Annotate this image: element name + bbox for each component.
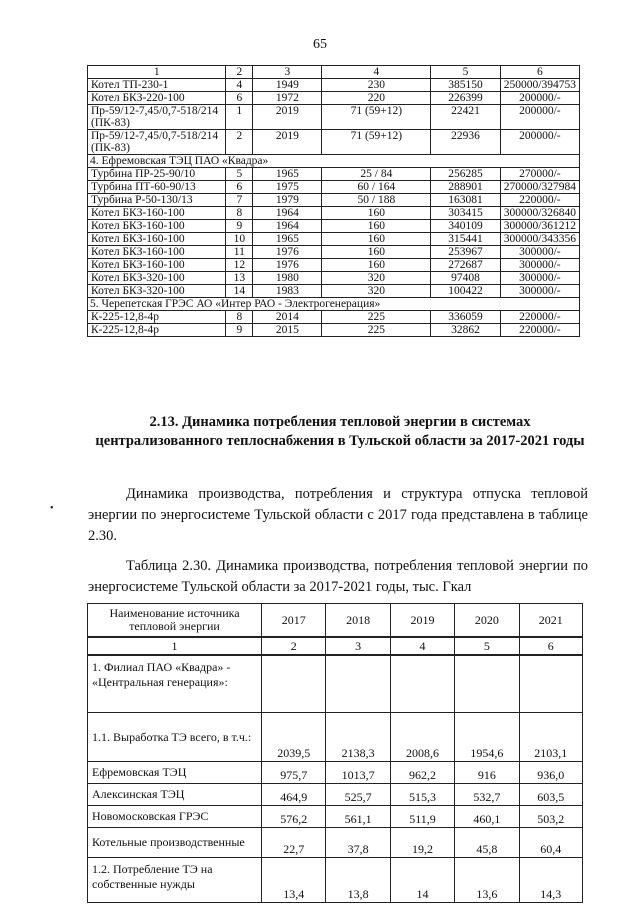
table-row [88, 168, 580, 181]
table-cell: 200000/- [500, 105, 579, 130]
table-cell: 300000/- [500, 285, 579, 298]
table-cell [519, 655, 582, 713]
margin-dot: • [50, 503, 54, 514]
table-cell: 13,8 [326, 858, 390, 903]
table-cell: 2138,3 [326, 713, 390, 762]
table-cell: 300000/361212 [500, 220, 579, 233]
table-row [88, 285, 580, 298]
column-number: 2 [226, 66, 253, 79]
column-header: 2019 [390, 604, 454, 638]
table-cell: 303415 [431, 207, 500, 220]
table-cell: 1965 [253, 233, 322, 246]
table-cell: Котел БКЗ-220-100 [88, 92, 226, 105]
table-cell [455, 655, 519, 713]
table-cell: 1964 [253, 220, 322, 233]
table-cell: 2014 [253, 311, 322, 324]
table-cell: Турбина Р-50-130/13 [88, 194, 226, 207]
table-cell: 163081 [431, 194, 500, 207]
table-cell: 464,9 [262, 784, 326, 806]
table-cell: 160 [322, 259, 431, 272]
table-cell: 288901 [431, 181, 500, 194]
table-cell: 22,7 [262, 828, 326, 858]
table-cell: 315441 [431, 233, 500, 246]
table-cell: 2019 [253, 130, 322, 155]
column-header: Наименование источника тепловой энергии [88, 604, 262, 638]
table-cell: 225 [322, 311, 431, 324]
table-row [88, 220, 580, 233]
table-cell: 5 [226, 168, 253, 181]
table-cell: 2008,6 [390, 713, 454, 762]
table-cell: 1954,6 [455, 713, 519, 762]
table-cell: 2103,1 [519, 713, 582, 762]
table-cell: 336059 [431, 311, 500, 324]
table-row [88, 246, 580, 259]
table-cell: 385150 [431, 79, 500, 92]
row-label: Алексинская ТЭЦ [88, 784, 262, 806]
table-cell: 37,8 [326, 828, 390, 858]
table-cell: 1979 [253, 194, 322, 207]
table-row [88, 272, 580, 285]
table-cell: 45,8 [455, 828, 519, 858]
table-cell: 13,6 [455, 858, 519, 903]
table-cell: 320 [322, 272, 431, 285]
table-cell: 22421 [431, 105, 500, 130]
table-cell: 14,3 [519, 858, 582, 903]
table-row [88, 324, 580, 337]
table-cell: 25 / 84 [322, 168, 431, 181]
table-row [88, 233, 580, 246]
table-caption: Таблица 2.30. Динамика производства, потребления тепловой энергии по энергосистеме Тульской области за 2017-2021 годы, тыс. Гкал [88, 558, 588, 595]
table-row [88, 194, 580, 207]
table-cell: 936,0 [519, 762, 582, 784]
table-row [88, 79, 580, 92]
table-cell: 11 [226, 246, 253, 259]
table-cell: 272687 [431, 259, 500, 272]
table-cell: 525,7 [326, 784, 390, 806]
table-cell: Котел БКЗ-160-100 [88, 233, 226, 246]
body-paragraph: Динамика производства, потребления и структура отпуска тепловой энергии по энергосистеме Тульской области с 2017 года представлена в таблице 2.30. [88, 486, 588, 544]
equipment-table [87, 65, 580, 337]
table-cell: Котел БКЗ-320-100 [88, 272, 226, 285]
column-number: 4 [390, 637, 454, 655]
column-header: 2018 [326, 604, 390, 638]
table-cell: 225 [322, 324, 431, 337]
table-cell: 2 [226, 130, 253, 155]
table-cell: 71 (59+12) [322, 130, 431, 155]
table-cell [326, 655, 390, 713]
table-cell: 14 [390, 858, 454, 903]
table-cell: 160 [322, 220, 431, 233]
table-cell: 220 [322, 92, 431, 105]
column-number: 6 [500, 66, 579, 79]
table-cell: Котел БКЗ-160-100 [88, 207, 226, 220]
table-cell: 253967 [431, 246, 500, 259]
table-cell: 975,7 [262, 762, 326, 784]
table-row [88, 92, 580, 105]
table-cell: К-225-12,8-4р [88, 324, 226, 337]
table-cell: 2039,5 [262, 713, 326, 762]
table-cell: 60,4 [519, 828, 582, 858]
table-cell: 100422 [431, 285, 500, 298]
column-number: 2 [262, 637, 326, 655]
column-number: 5 [455, 637, 519, 655]
table-row [88, 259, 580, 272]
table-cell: 962,2 [390, 762, 454, 784]
table-cell: 226399 [431, 92, 500, 105]
row-label: 1.2. Потребление ТЭ на собственные нужды [88, 858, 262, 903]
table-cell: 220000/- [500, 194, 579, 207]
table-cell: 1964 [253, 207, 322, 220]
table-cell: 576,2 [262, 806, 326, 828]
table-cell: 230 [322, 79, 431, 92]
table-cell: 97408 [431, 272, 500, 285]
table-cell: 7 [226, 194, 253, 207]
table-cell: 1983 [253, 285, 322, 298]
column-header: 2017 [262, 604, 326, 638]
table-cell: 1 [226, 105, 253, 130]
table-cell: 1965 [253, 168, 322, 181]
column-number: 3 [326, 637, 390, 655]
section-row [88, 155, 580, 168]
table-cell: 9 [226, 220, 253, 233]
table-cell: 2015 [253, 324, 322, 337]
table-row [88, 311, 580, 324]
row-label: 1.1. Выработка ТЭ всего, в т.ч.: [88, 713, 262, 762]
dynamics-table [87, 603, 583, 903]
table-cell [262, 655, 326, 713]
table-cell: 22936 [431, 130, 500, 155]
table-cell: Котел БКЗ-160-100 [88, 259, 226, 272]
column-number: 5 [431, 66, 500, 79]
table-cell: 256285 [431, 168, 500, 181]
table-cell: 14 [226, 285, 253, 298]
table-cell: 320 [322, 285, 431, 298]
row-label: Котельные производственные [88, 828, 262, 858]
column-number: 1 [88, 66, 226, 79]
section-heading: 2.13. Динамика потребления тепловой энергии в системах централизованного теплоснабжения в Тульской области за 2017-2021 годы [95, 414, 585, 449]
table-cell: 200000/- [500, 130, 579, 155]
table-cell: 8 [226, 207, 253, 220]
table-cell: 460,1 [455, 806, 519, 828]
column-number-row [88, 637, 583, 655]
table-cell: 9 [226, 324, 253, 337]
table-cell: 200000/- [500, 92, 579, 105]
table-row [88, 207, 580, 220]
table-cell: 6 [226, 92, 253, 105]
table-cell: 1976 [253, 259, 322, 272]
table-cell [390, 655, 454, 713]
table-cell: 1013,7 [326, 762, 390, 784]
table-cell: 270000/327984 [500, 181, 579, 194]
table-cell: К-225-12,8-4р [88, 311, 226, 324]
table-row [88, 784, 583, 806]
table-cell: 503,2 [519, 806, 582, 828]
table-cell: 50 / 188 [322, 194, 431, 207]
table-cell: 8 [226, 311, 253, 324]
row-label: Новомосковская ГРЭС [88, 806, 262, 828]
table-cell: 300000/- [500, 272, 579, 285]
table-cell: 2019 [253, 105, 322, 130]
table-cell: 1949 [253, 79, 322, 92]
table-row [88, 181, 580, 194]
dynamics-table-header [88, 604, 583, 638]
table-cell: 532,7 [455, 784, 519, 806]
table-cell: 32862 [431, 324, 500, 337]
table-cell: 916 [455, 762, 519, 784]
table-cell: 1976 [253, 246, 322, 259]
table-cell: 270000/- [500, 168, 579, 181]
table-cell: 1980 [253, 272, 322, 285]
table-cell: 160 [322, 233, 431, 246]
column-number: 1 [88, 637, 262, 655]
column-header: 2020 [455, 604, 519, 638]
table-cell: 300000/- [500, 246, 579, 259]
table-cell: Турбина ПТ-60-90/13 [88, 181, 226, 194]
table-cell: 340109 [431, 220, 500, 233]
table-cell: Котел БКЗ-160-100 [88, 246, 226, 259]
section-title: 4. Ефремовская ТЭЦ ПАО «Квадра» [88, 155, 580, 168]
table-cell: Котел ТП-230-1 [88, 79, 226, 92]
section-row [88, 298, 580, 311]
table-cell: 160 [322, 246, 431, 259]
table-row [88, 858, 583, 903]
section-title: 5. Черепетская ГРЭС АО «Интер РАО - Электрогенерация» [88, 298, 580, 311]
column-number: 3 [253, 66, 322, 79]
table-cell: 1972 [253, 92, 322, 105]
table-cell: 511,9 [390, 806, 454, 828]
table-cell: 250000/394753 [500, 79, 579, 92]
table-cell: 4 [226, 79, 253, 92]
table-row [88, 105, 580, 130]
column-header: 2021 [519, 604, 582, 638]
table-cell: 13,4 [262, 858, 326, 903]
row-label: 1. Филиал ПАО «Квадра» - «Центральная генерация»: [88, 655, 262, 713]
table-cell: 220000/- [500, 311, 579, 324]
table-cell: Котел БКЗ-160-100 [88, 220, 226, 233]
table-cell: 10 [226, 233, 253, 246]
table-cell: 561,1 [326, 806, 390, 828]
table-row [88, 762, 583, 784]
table-cell: 300000/343356 [500, 233, 579, 246]
table-cell: Котел БКЗ-320-100 [88, 285, 226, 298]
column-number: 4 [322, 66, 431, 79]
table-cell: 1975 [253, 181, 322, 194]
equipment-table-header [88, 66, 580, 79]
row-label: Ефремовская ТЭЦ [88, 762, 262, 784]
table-cell: 515,3 [390, 784, 454, 806]
table-row [88, 130, 580, 155]
table-cell: 300000/- [500, 259, 579, 272]
table-cell: 12 [226, 259, 253, 272]
page-number: 65 [313, 37, 327, 52]
table-cell: Пр-59/12-7,45/0,7-518/214 (ПК-83) [88, 130, 226, 155]
table-row [88, 806, 583, 828]
table-cell: 160 [322, 207, 431, 220]
column-number: 6 [519, 637, 582, 655]
table-cell: 603,5 [519, 784, 582, 806]
table-row [88, 655, 583, 713]
table-cell: 13 [226, 272, 253, 285]
table-cell: 220000/- [500, 324, 579, 337]
table-cell: 71 (59+12) [322, 105, 431, 130]
table-row [88, 828, 583, 858]
table-cell: Турбина ПР-25-90/10 [88, 168, 226, 181]
table-row [88, 713, 583, 762]
table-cell: 300000/326840 [500, 207, 579, 220]
table-cell: 6 [226, 181, 253, 194]
table-cell: 60 / 164 [322, 181, 431, 194]
table-cell: Пр-59/12-7,45/0,7-518/214 (ПК-83) [88, 105, 226, 130]
table-cell: 19,2 [390, 828, 454, 858]
